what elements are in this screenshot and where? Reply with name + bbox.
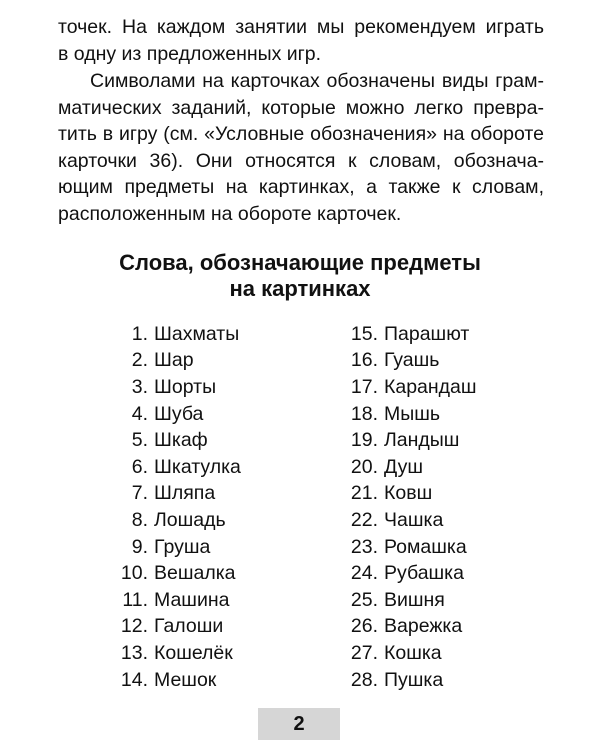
item-word: Галоши [154,615,224,638]
item-word: Мешок [154,668,217,691]
item-word: Карандаш [384,375,477,398]
item-word: Шар [154,349,194,372]
item-word: Ландыш [384,429,460,452]
item-number: 21. [350,482,378,505]
item-word: Мышь [384,402,441,425]
list-item [108,560,241,587]
item-word: Кошка [384,641,442,664]
word-list-left [108,321,241,693]
list-item [338,321,477,348]
text-line: тить в игру (см. «Условные обозначения» на обороте [58,123,544,145]
item-number: 7. [131,482,148,505]
item-word: Гуашь [384,349,440,372]
list-item [338,587,477,614]
list-item [338,560,477,587]
item-number: 18. [350,402,378,425]
item-word: Лошадь [154,508,226,531]
text-line: ющим предметы на картинках, а также к словам, [58,176,544,198]
text-line: Символами на карточках обозначены виды грам- [90,70,544,92]
list-item [108,640,241,667]
list-item [108,481,241,508]
item-number: 15. [350,322,378,345]
list-item [338,667,477,694]
item-word: Варежка [384,615,463,638]
item-word: Шуба [154,402,204,425]
item-number: 17. [350,375,378,398]
item-number: 13. [120,641,148,664]
symbols-paragraph [58,68,544,227]
item-word: Рубашка [384,562,464,585]
item-number: 20. [350,455,378,478]
list-item [338,481,477,508]
item-number: 22. [350,508,378,531]
list-item [108,427,241,454]
item-number: 5. [131,429,148,452]
item-word: Шкаф [154,429,208,452]
item-word: Парашют [384,322,470,345]
list-item [108,321,241,348]
list-item [338,374,477,401]
item-number: 12. [120,615,148,638]
section-title-line: Слова, обозначающие предметы [119,250,481,275]
section-title-line: на картинках [229,276,371,301]
item-number: 11. [122,588,148,611]
item-number: 28. [350,668,378,691]
item-word: Машина [154,588,230,611]
item-number: 25. [350,588,378,611]
item-word: Шахматы [154,322,240,345]
item-number: 8. [131,508,148,531]
item-word: Шорты [154,375,217,398]
list-item [108,534,241,561]
text-line: расположенным на обороте карточек. [58,202,402,225]
list-item [108,614,241,641]
item-number: 1. [131,322,148,345]
item-word: Шляпа [154,482,216,505]
list-item [108,507,241,534]
item-word: Ковш [384,482,433,505]
item-number: 2. [131,349,148,372]
list-item [108,401,241,428]
list-item [108,374,241,401]
list-item [338,348,477,375]
item-word: Ромашка [384,535,467,558]
item-word: Груша [154,535,211,558]
item-number: 6. [131,455,148,478]
list-item [338,454,477,481]
item-word: Кошелёк [154,641,233,664]
intro-paragraph-continued [58,14,544,67]
item-word: Пушка [384,668,444,691]
list-item [108,348,241,375]
item-word: Вишня [384,588,445,611]
text-line: карточки 36). Они относятся к словам, обознача- [58,149,544,172]
item-number: 10. [120,562,148,585]
item-number: 3. [131,375,148,398]
list-item [338,507,477,534]
list-item [338,614,477,641]
list-item [338,427,477,454]
item-number: 27. [350,641,378,664]
item-number: 23. [350,535,378,558]
item-number: 4. [131,402,148,425]
list-item [108,587,241,614]
item-word: Шкатулка [154,455,241,478]
item-word: Чашка [384,508,444,531]
item-number: 19. [350,429,378,452]
item-word: Вешалка [154,562,236,585]
section-title [60,250,540,302]
item-number: 14. [120,668,148,691]
item-word: Душ [384,455,424,478]
list-item [338,534,477,561]
item-number: 9. [131,535,148,558]
text-line: точек. На каждом занятии мы рекомендуем играть [58,16,544,38]
item-number: 24. [350,562,378,585]
list-item [338,640,477,667]
item-number: 26. [350,615,378,638]
item-number: 16. [350,349,378,372]
page-number: 2 [258,708,340,740]
list-item [338,401,477,428]
text-line: матических заданий, которые можно легко превра- [58,96,544,119]
list-item [108,667,241,694]
text-line: в одну из предложенных игр. [58,42,322,65]
word-list-right [338,321,477,693]
list-item [108,454,241,481]
